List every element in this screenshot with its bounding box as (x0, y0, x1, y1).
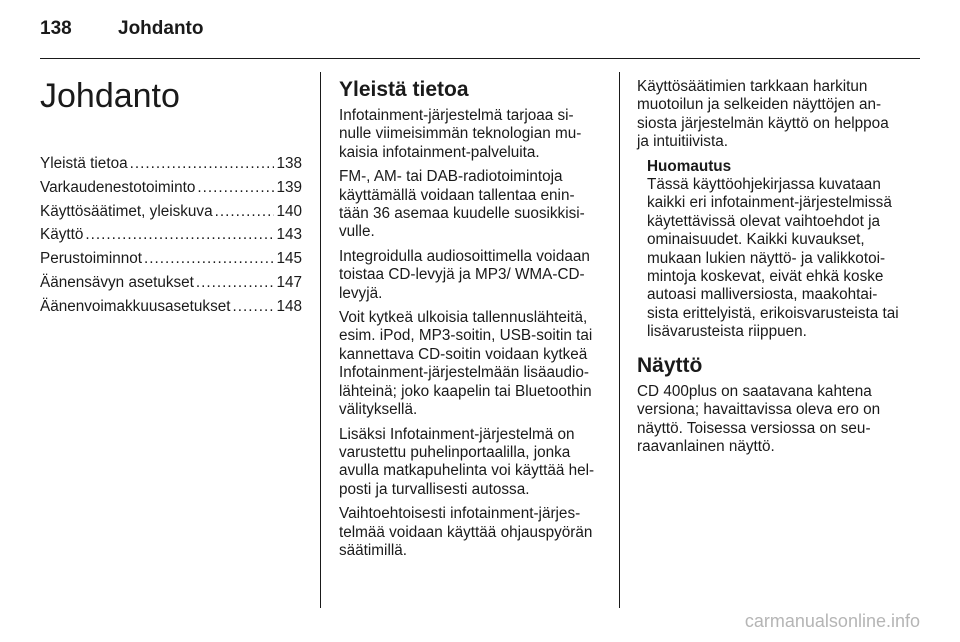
toc-label: Käyttösäätimet, yleiskuva (40, 202, 213, 220)
toc-label: Käyttö (40, 226, 84, 244)
toc-label: Perustoiminnot (40, 250, 143, 268)
toc-leader (232, 298, 274, 316)
body-paragraph: Integroidulla audiosoittimella voidaan toistaa CD-levyjä ja MP3/ WMA-CD-levyjä. (339, 247, 590, 302)
toc-entry[interactable] (40, 179, 302, 203)
general-info-column (339, 72, 602, 566)
table-of-contents (40, 155, 302, 322)
note-title: Huomautus (647, 157, 732, 175)
chapter-title: Johdanto (40, 77, 180, 115)
display-column (637, 72, 903, 462)
toc-leader (130, 155, 275, 173)
page-header (40, 18, 204, 40)
toc-leader (197, 179, 274, 197)
page-number: 138 (40, 18, 72, 39)
column-divider-2 (619, 72, 620, 608)
toc-label: Äänensävyn asetukset (40, 273, 194, 291)
note-text: Tässä käyttöohjekirjassa kuvataan kaikki eri infotainment-järjestelmissä käytettävissä olevat vaihtoehdot ja ominaisuudet. Kaikki kuvaukset, mukaan lukien näyttö- ja valikkotoi-mintoja koskevat, eivät ehkä koske autoasi malliversiosta, maakohtai-sista erittelyistä, erikoisvarusteista tai lisävarusteista riippuen. (647, 176, 899, 341)
body-paragraph: Infotainment-järjestelmä tarjoaa si-nulle viimeisimmän teknologian mu-kaisia infotainment-palveluita. (339, 107, 582, 161)
toc-page: 143 (276, 226, 302, 244)
watermark: carmanualsonline.info (744, 611, 920, 631)
toc-leader (85, 226, 274, 244)
toc-entry[interactable] (40, 250, 302, 274)
toc-entry[interactable] (40, 226, 302, 250)
body-paragraph: Vaihtoehtoisesti infotainment-järjes-telmää voidaan käyttää ohjauspyörän säätimillä. (339, 505, 593, 559)
toc-page: 138 (276, 155, 302, 172)
toc-label: Yleistä tietoa (40, 155, 128, 172)
toc-leader (196, 274, 275, 292)
toc-leader (215, 203, 275, 221)
toc-entry[interactable] (40, 155, 302, 179)
display-paragraph: CD 400plus on saatavana kahtena versiona; havaittavissa oleva ero on näyttö. Toisessa versiossa on seu-raavanlainen näyttö. (637, 382, 881, 455)
toc-label: Varkaudenestotoiminto (40, 178, 196, 196)
header-rule (40, 58, 920, 59)
toc-leader (144, 250, 274, 268)
toc-label: Äänenvoimakkuusasetukset (40, 297, 231, 315)
body-paragraph: Lisäksi Infotainment-järjestelmä on varustettu puhelinportaalilla, jonka avulla matkapuhelinta voi käyttää hel-posti ja turvallisesti autossa. (339, 425, 595, 498)
running-section-title: Johdanto (118, 18, 204, 39)
toc-page: 148 (276, 297, 302, 315)
toc-page: 145 (276, 250, 302, 268)
section-heading-general: Yleistä tietoa (339, 78, 469, 101)
body-paragraph: Voit kytkeä ulkoisia tallennuslähteitä, esim. iPod, MP3-soitin, USB-soitin tai kannettava CD-soitin voidaan kytkeä Infotainment-järjestelmään lisäaudio-lähteinä; joko kaapelin tai Bluetoothin välityksellä. (339, 309, 593, 419)
toc-page: 147 (276, 273, 302, 291)
intro-paragraph: Käyttösäätimien tarkkaan harkitun muotoilun ja selkeiden näyttöjen an-siosta järjestelmän käyttö on helppoa ja intuitiivista. (637, 78, 889, 151)
toc-page: 139 (276, 178, 302, 196)
note-box (647, 158, 903, 342)
column-divider-1 (320, 72, 321, 608)
body-paragraph: FM-, AM- tai DAB-radiotoimintoja käyttämällä voidaan tallentaa enin-tään 36 asemaa kuudelle suosikkisi-vulle. (339, 168, 585, 241)
section-heading-display: Näyttö (637, 353, 703, 377)
toc-page: 140 (276, 202, 302, 220)
toc-entry[interactable] (40, 203, 302, 227)
toc-entry[interactable] (40, 274, 302, 298)
toc-column (40, 72, 302, 322)
toc-entry[interactable] (40, 298, 302, 322)
